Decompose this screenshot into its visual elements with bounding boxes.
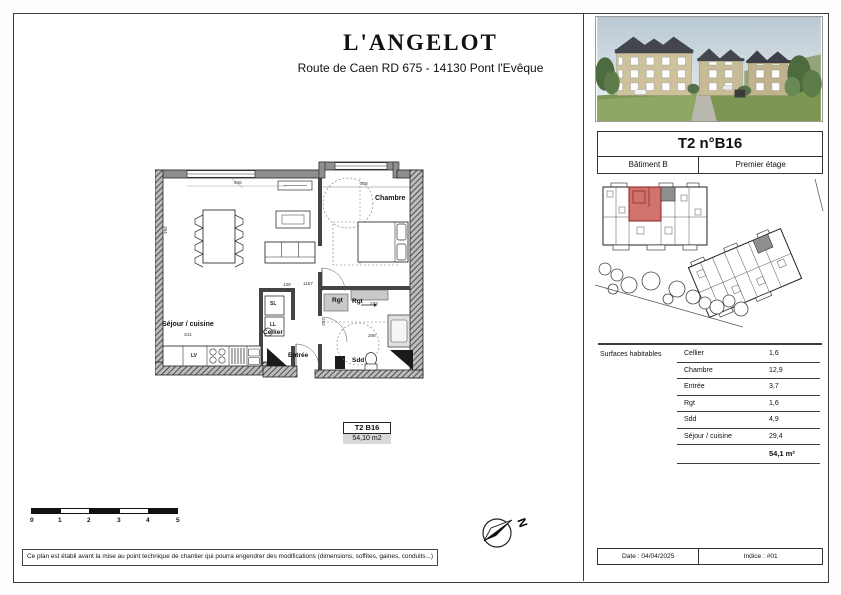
surfaces-caption: Surfaces habitables: [600, 351, 662, 358]
scale-label: 0: [30, 517, 34, 524]
date-indice-box: [597, 548, 823, 565]
floor-plan: [155, 160, 435, 442]
appliance-label-ll: LL: [270, 322, 277, 328]
room-label-chambre: Chambre: [375, 195, 406, 202]
dimension-label: 288: [368, 333, 376, 338]
unit-tag-area: 54,10 m2: [343, 434, 391, 444]
site-plan-drawing: [593, 177, 825, 329]
unit-title-box: [597, 131, 823, 174]
date-label: Date : 04/04/2025: [598, 549, 699, 564]
room-label-sejour: Séjour / cuisine: [162, 321, 214, 328]
room-label-rgt-2: Rgt: [352, 298, 363, 305]
building-photo: [595, 16, 823, 122]
unit-tag-label: T2 B16: [343, 422, 391, 434]
column-divider: [583, 13, 584, 581]
room-label-entree: Entrée: [288, 352, 309, 359]
surface-row-value: 4,9: [769, 416, 779, 423]
surface-row-value: 12,9: [769, 366, 783, 374]
disclaimer-note: Ce plan est établi avant la mise au point technique de chantier qui pourra engendrer des modifications (dimensions, soffites, gaines, conduits...): [22, 549, 438, 566]
scale-label: 4: [146, 517, 150, 524]
page-title: L'ANGELOT: [343, 30, 498, 55]
dimension-label: 139: [283, 282, 291, 287]
surfaces-table: [598, 343, 822, 466]
north-arrow-icon: [480, 509, 532, 555]
unit-tag: [343, 422, 391, 444]
floor-name: Premier étage: [735, 160, 786, 169]
surface-row-name: Sdd: [684, 416, 697, 423]
dimension-label: 546: [234, 180, 242, 185]
surface-row-name: Entrée: [684, 383, 705, 390]
scale-label: 5: [176, 517, 180, 524]
surface-row-value: 29,4: [769, 432, 783, 440]
dimension-label: 232: [321, 318, 326, 326]
scale-label: 3: [117, 517, 121, 524]
north-compass: [480, 509, 532, 555]
surface-row-name: Séjour / cuisine: [684, 432, 732, 440]
room-label-sdd: Sdd: [352, 357, 365, 364]
dimension-label: 1157: [303, 281, 313, 286]
dimension-label: 308: [360, 181, 368, 186]
appliance-label-sl: SL: [270, 301, 277, 307]
indice-label: Indice : #01: [743, 553, 778, 560]
dimension-label: 223: [370, 301, 378, 306]
surface-row-value: 3,7: [769, 383, 779, 390]
building-name: Bâtiment B: [598, 157, 699, 173]
page-subtitle: Route de Caen RD 675 - 14130 Pont l'Evêque: [297, 61, 544, 75]
room-label-cellier: Cellier: [263, 329, 283, 336]
surface-row-value: 1,6: [769, 350, 779, 357]
site-plan: [593, 177, 825, 329]
surfaces-total: 54,1 m²: [769, 449, 795, 458]
dimension-label: 284: [163, 226, 168, 234]
surface-row-name: Cellier: [684, 350, 704, 357]
scale-label: 1: [58, 517, 62, 524]
dimension-label: 341: [184, 332, 192, 337]
surface-row-name: Chambre: [684, 366, 713, 374]
building-render: [596, 17, 822, 121]
surface-row-name: Rgt: [684, 399, 695, 407]
surface-row-value: 1,6: [769, 399, 779, 407]
scale-bar: [31, 508, 191, 530]
appliance-label-lv: LV: [191, 353, 198, 359]
room-label-rgt-1: Rgt: [332, 297, 343, 304]
north-letter: N: [514, 516, 531, 530]
scale-label: 2: [87, 517, 91, 524]
unit-title: T2 n°B16: [598, 132, 822, 157]
